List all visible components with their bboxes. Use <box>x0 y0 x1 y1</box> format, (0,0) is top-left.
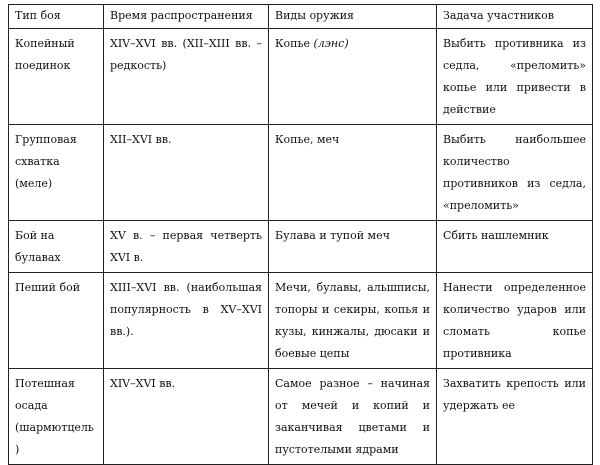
header-task: Задача участников <box>437 5 593 29</box>
table-row <box>9 125 593 221</box>
cell-combat-type: Групповая схватка (меле) <box>9 125 104 221</box>
cell-combat-type: Копейный поединок <box>9 29 104 125</box>
cell-weapons <box>269 29 437 125</box>
table-row <box>9 29 593 125</box>
cell-combat-type: Пеший бой <box>9 273 104 369</box>
cell-weapons: Самое разное – начиная от мечей и копий и заканчивая цветами и пустотелыми ядрами <box>269 369 437 465</box>
cell-weapons: Булава и тупой меч <box>269 221 437 273</box>
cell-task: Выбить противника из седла, «преломить» копье или привести в действие <box>437 29 593 125</box>
cell-period: XV в. – первая четверть XVI в. <box>104 221 269 273</box>
cell-period: XIII–XVI вв. (наибольшая популярность в XV–XVI вв.). <box>104 273 269 369</box>
cell-period: XIV–XVI вв. <box>104 369 269 465</box>
cell-task: Выбить наибольшее количество противников из седла, «преломить» <box>437 125 593 221</box>
cell-task: Захватить крепость или удержать ее <box>437 369 593 465</box>
table-header-row <box>9 5 593 29</box>
header-combat-type: Тип боя <box>9 5 104 29</box>
cell-period: XIV–XVI вв. (XII–XIII вв. – редкость) <box>104 29 269 125</box>
cell-combat-type: Бой на булавах <box>9 221 104 273</box>
cell-weapons: Копье, меч <box>269 125 437 221</box>
tournament-combat-table <box>8 4 593 465</box>
table-row <box>9 273 593 369</box>
table-row <box>9 369 593 465</box>
cell-task: Нанести определенное количество ударов или сломать копье противника <box>437 273 593 369</box>
weapon-text: Копье <box>275 37 310 50</box>
weapon-note: (лэнс) <box>313 37 349 50</box>
cell-combat-type: Потешная осада (шармютцель) <box>9 369 104 465</box>
table-row <box>9 221 593 273</box>
cell-weapons: Мечи, булавы, альшписы, топоры и секиры, копья и кузы, кинжалы, дюсаки и боевые цепы <box>269 273 437 369</box>
cell-task: Сбить нашлемник <box>437 221 593 273</box>
header-period: Время распространения <box>104 5 269 29</box>
header-weapons: Виды оружия <box>269 5 437 29</box>
cell-period: XII–XVI вв. <box>104 125 269 221</box>
